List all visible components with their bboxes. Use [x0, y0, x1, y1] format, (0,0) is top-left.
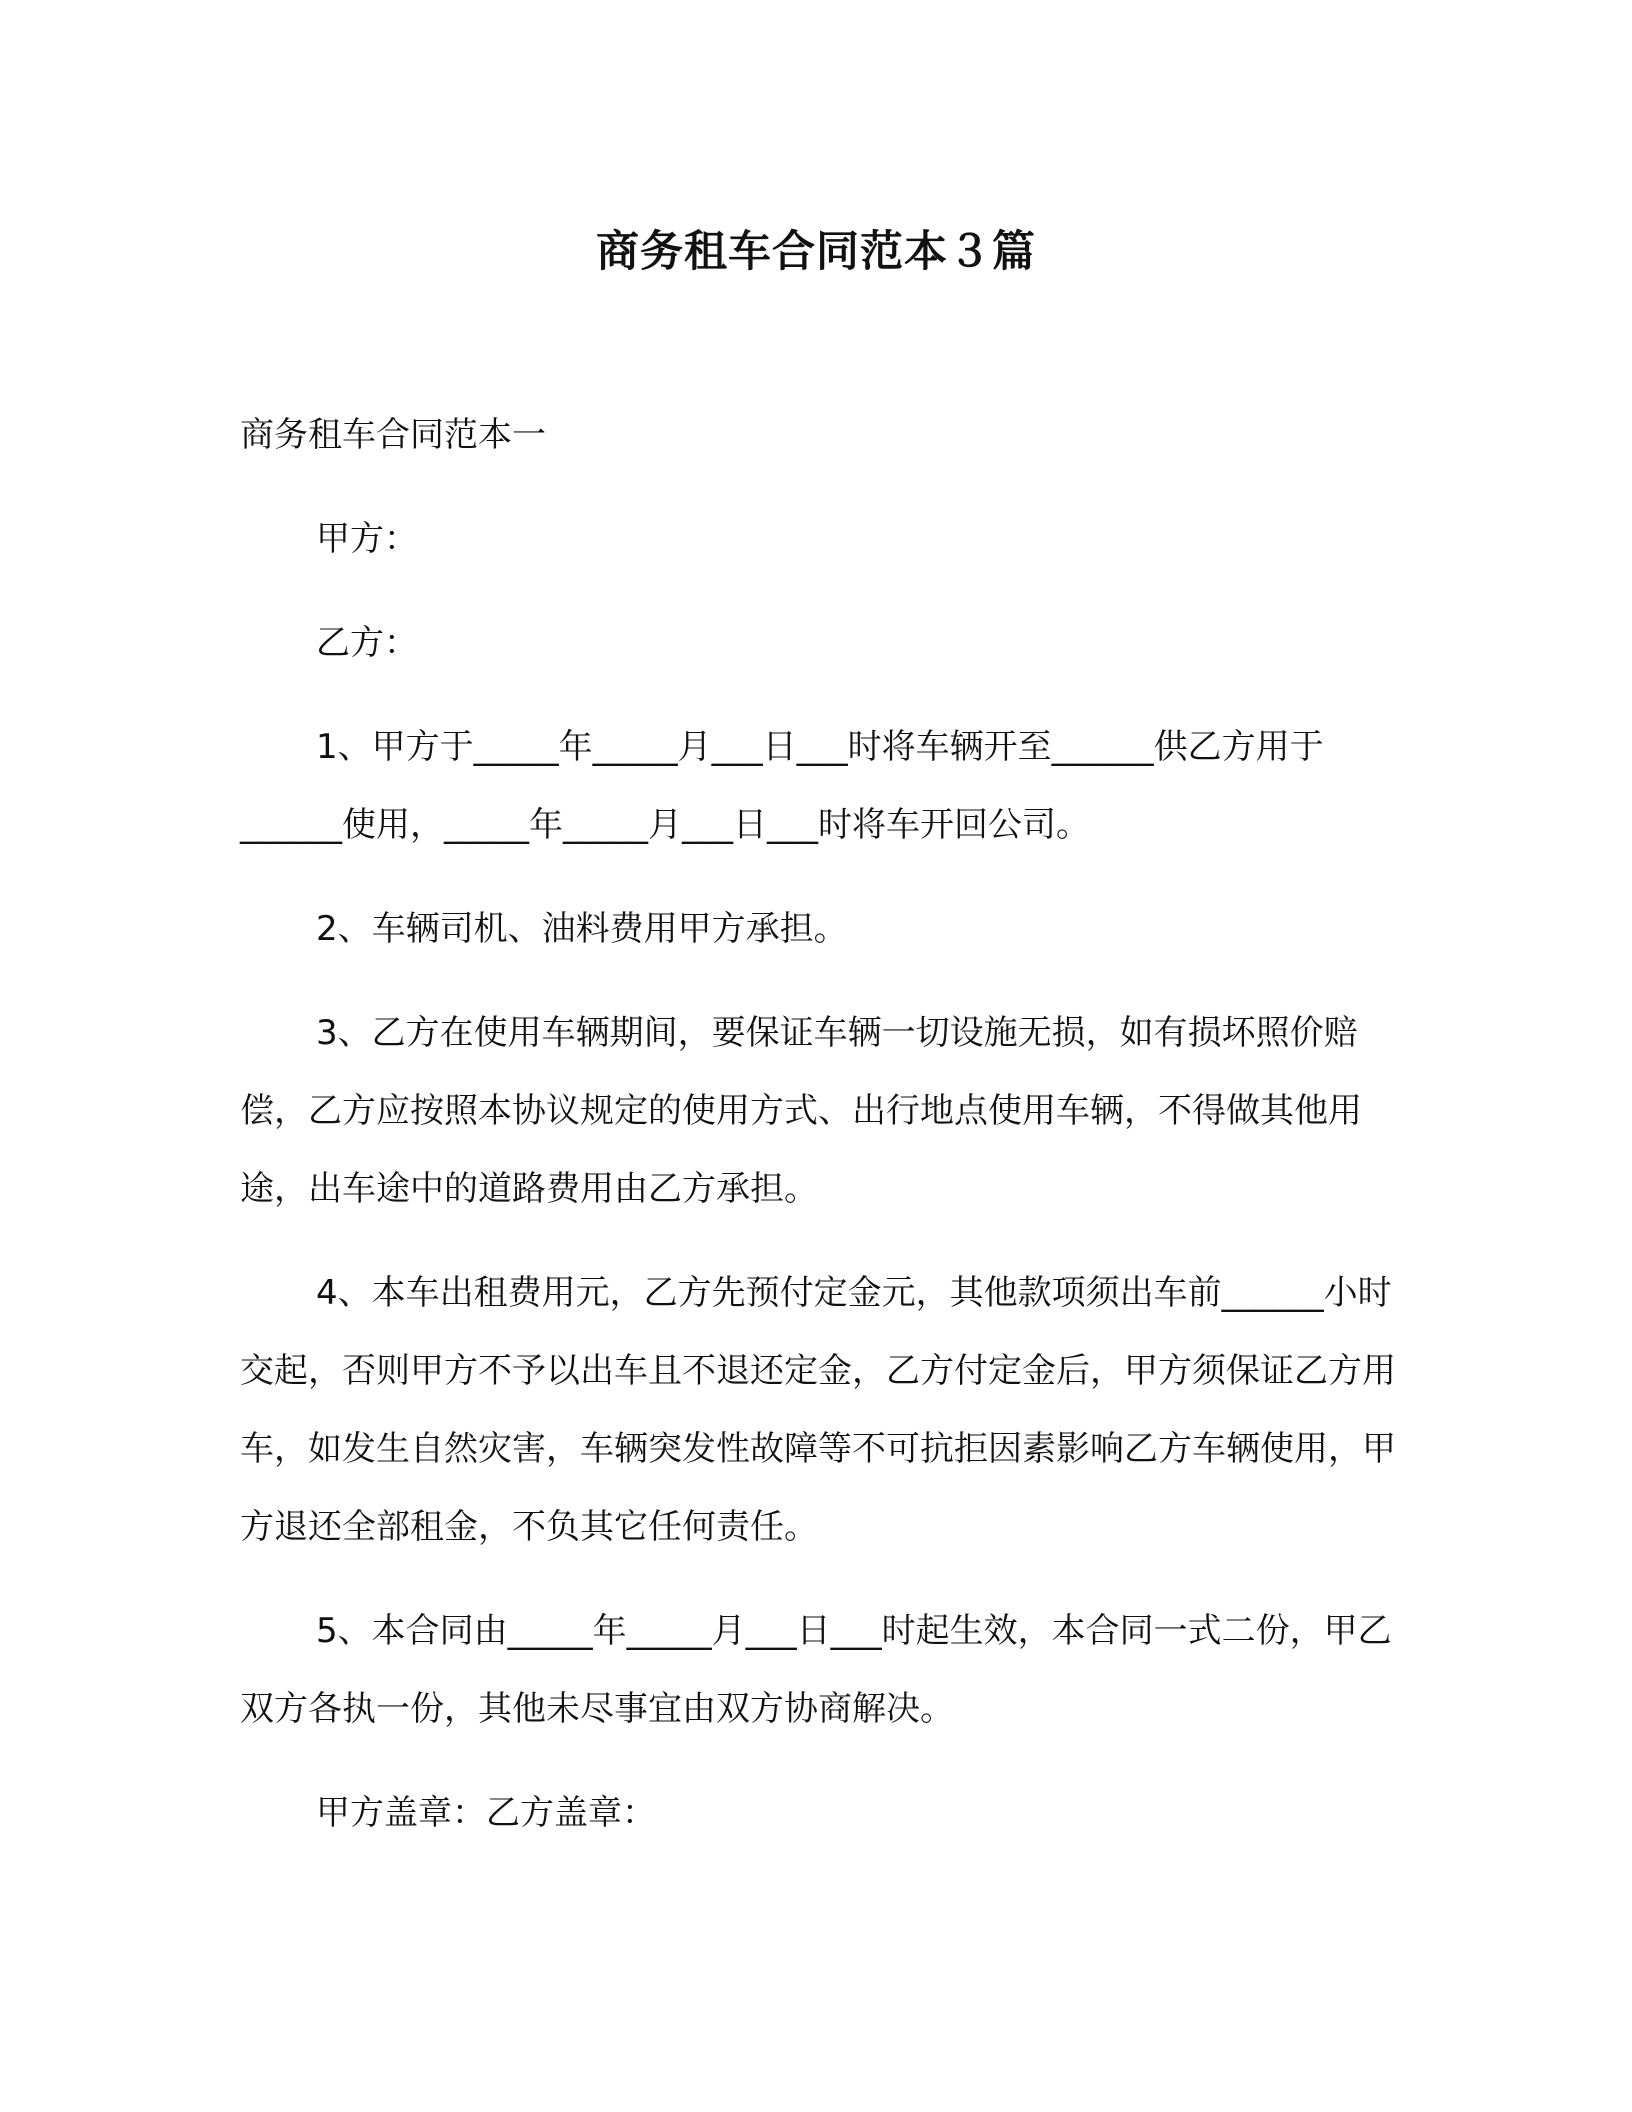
clause-4: 4、本车出租费用元，乙方先预付定金元，其他款项须出车前______小时交起，否则甲方不予以出车且不退还定金，乙方付定金后，甲方须保证乙方用车，如发生自然灾害，车辆突发性故障等不可抗拒因素影响乙方车辆使用，甲方退还全部租金，不负其它任何责任。 — [240, 1273, 1396, 1547]
document-body — [240, 396, 1400, 1878]
section-title: 商务租车合同范本一 — [240, 415, 546, 455]
clause-5: 5、本合同由_____年_____月___日___时起生效，本合同一式二份，甲乙双方各执一份，其他未尽事宜由双方协商解决。 — [240, 1611, 1392, 1729]
clause-1: 1、甲方于_____年_____月___日___时将车辆开至______供乙方用于______使用，_____年_____月___日___时将车开回公司。 — [240, 727, 1324, 845]
document-title: 商务租车合同范本３篇 — [596, 227, 1036, 277]
party-a-line: 甲方： — [316, 519, 418, 559]
clause-3: 3、乙方在使用车辆期间，要保证车辆一切设施无损，如有损坏照价赔偿，乙方应按照本协议规定的使用方式、出行地点使用车辆，不得做其他用途，出车途中的道路费用由乙方承担。 — [240, 1013, 1362, 1209]
party-b-line: 乙方： — [316, 623, 418, 663]
clause-2: 2、车辆司机、油料费用甲方承担。 — [316, 909, 848, 949]
signature-line: 甲方盖章：乙方盖章： — [316, 1793, 656, 1833]
